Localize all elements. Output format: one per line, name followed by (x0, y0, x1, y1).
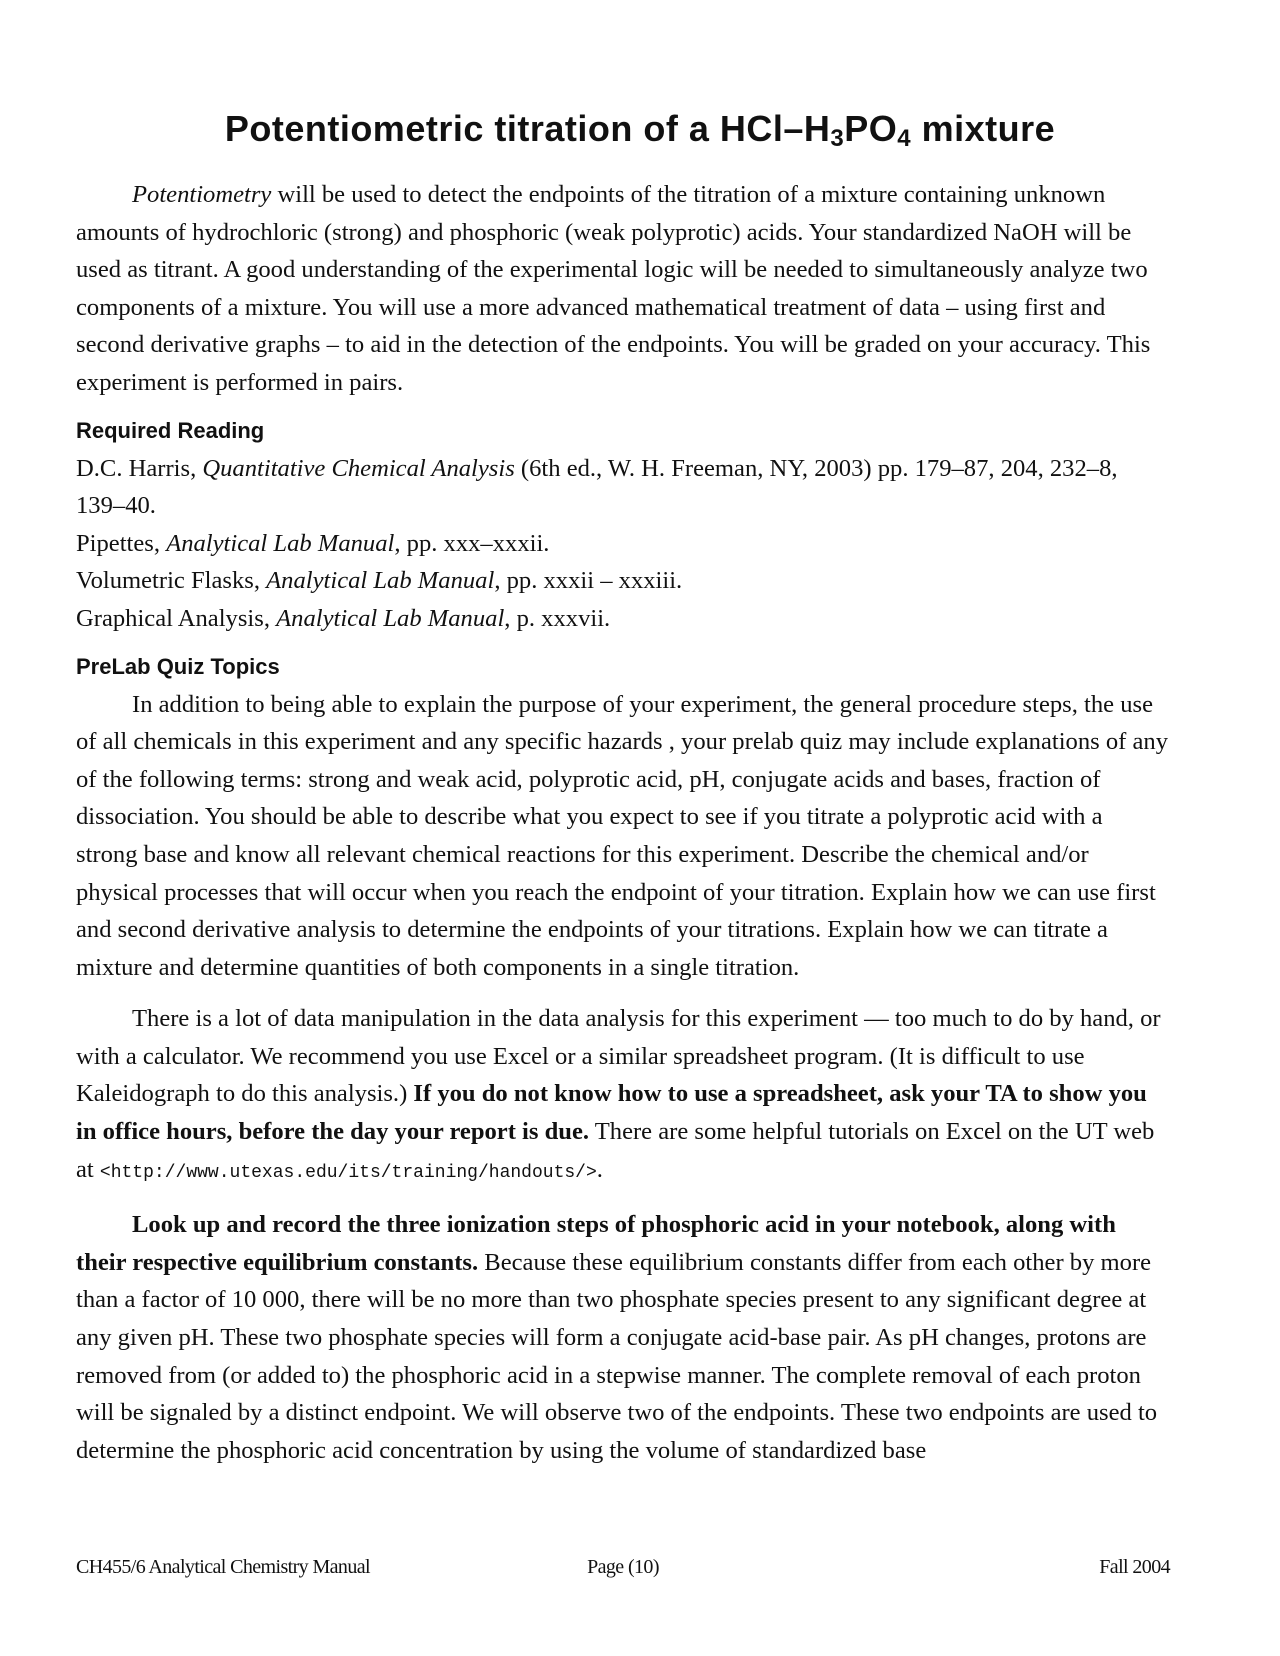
body-content (76, 176, 1170, 1469)
reference-3-title: Analytical Lab Manual (266, 567, 495, 595)
intro-text: will be used to detect the endpoints of the titration of a mixture containing unknown amounts of hydrochloric (strong) and phosphoric (weak polyprotic) acids. Your standardized NaOH will be used as titrant. A good understanding of the experimental logic will be needed to simultaneously analyze two components of a mixture. You will use a more advanced mathematical treatment of data – using first and second derivative graphs – to aid in the detection of the endpoints. You will be graded on your accuracy. This experiment is performed in pairs. (76, 181, 1151, 396)
reference-4 (76, 600, 1170, 638)
prelab-paragraph-1: In addition to being able to explain the purpose of your experiment, the general procedure steps, the use of all chemicals in this experiment and any specific hazards , your prelab quiz may include explanations of any of the following terms: strong and weak acid, polyprotic acid, pH, conjugate acids and bases, fraction of dissociation. You should be able to describe what you expect to see if you titrate a polyprotic acid with a strong base and know all relevant chemical reactions for this experiment. Describe the chemical and/or physical processes that will occur when you reach the endpoint of your titration. Explain how we can use first and second derivative analysis to determine the endpoints of your titrations. Explain how we can titrate a mixture and determine quantities of both components in a single titration. (76, 690, 1168, 981)
footer-manual-name: CH455/6 Analytical Chemistry Manual (76, 1556, 370, 1578)
intro-italic-term: Potentiometry (132, 181, 272, 208)
required-reading-heading: Required Reading (76, 417, 265, 443)
reference-4-pages: , p. xxxvii. (504, 604, 611, 632)
reference-3 (76, 562, 1170, 600)
tutorial-text: There are some helpful tutorials on Excel on the UT web at (76, 1118, 1155, 1183)
title-subscript-3: 3 (830, 125, 845, 152)
reference-1-details: (6th ed., W. H. Freeman, NY, 2003) pp. 179–87, 204, 232–8, 139–40. (76, 454, 1118, 520)
tutorial-url[interactable]: <http://www.utexas.edu/its/training/handouts/> (99, 1162, 597, 1183)
ionization-text: Because these equilibrium constants differ from each other by more than a factor of 10 000, there will be no more than two phosphate species present to any significant degree at any given pH. These two phosphate species will form a conjugate acid-base pair. As pH changes, protons are removed from (or added to) the phosphoric acid in a stepwise manner. The complete removal of each proton will be signaled by a distinct endpoint. We will observe two of the endpoints. These two endpoints are used to determine the phosphoric acid concentration by using the volume of standardized base (76, 1248, 1158, 1464)
footer-semester: Fall 2004 (1099, 1556, 1170, 1578)
title-part-1: Potentiometric titration of a HCl–H (224, 108, 831, 149)
ionization-bold-instruction: Look up and record the three ionization steps of phosphoric acid in your notebook, along with their respective equilibrium constants. (76, 1211, 1116, 1276)
spreadsheet-bold-note: If you do not know how to use a spreadsheet, ask your TA to show you in office hours, before the day your report is due. (76, 1080, 1147, 1146)
reference-4-topic: Graphical Analysis, (76, 604, 277, 632)
reference-3-pages: , pp. xxxii – xxxiii. (494, 567, 683, 595)
reference-2-topic: Pipettes, (76, 529, 167, 557)
spreadsheet-text: There is a lot of data manipulation in the data analysis for this experiment — too much to do by hand, or with a calculator. We recommend you use Excel or a similar spreadsheet program. (It is difficult to use Kaleidograph to do this analysis.) (76, 1005, 1161, 1108)
prelab-paragraph-3 (76, 1206, 1170, 1469)
reference-2-pages: , pp. xxx–xxxii. (394, 529, 550, 557)
reference-3-topic: Volumetric Flasks, (76, 567, 267, 595)
reference-2-title: Analytical Lab Manual (166, 529, 395, 557)
prelab-paragraph-2 (76, 1000, 1170, 1192)
reference-4-title: Analytical Lab Manual (276, 604, 505, 632)
prelab-heading: PreLab Quiz Topics (76, 653, 280, 679)
reference-2 (76, 525, 1170, 563)
footer-page-number: Page (10) (587, 1556, 659, 1578)
tutorial-period: . (596, 1155, 603, 1183)
reference-1-title: Quantitative Chemical Analysis (202, 454, 515, 482)
page-title (0, 108, 1280, 150)
title-part-2: PO (844, 108, 898, 149)
reference-1-author: D.C. Harris, (76, 454, 203, 482)
intro-paragraph (76, 176, 1170, 402)
title-subscript-4: 4 (897, 125, 912, 152)
title-part-3: mixture (911, 108, 1056, 149)
reference-1 (76, 450, 1170, 525)
